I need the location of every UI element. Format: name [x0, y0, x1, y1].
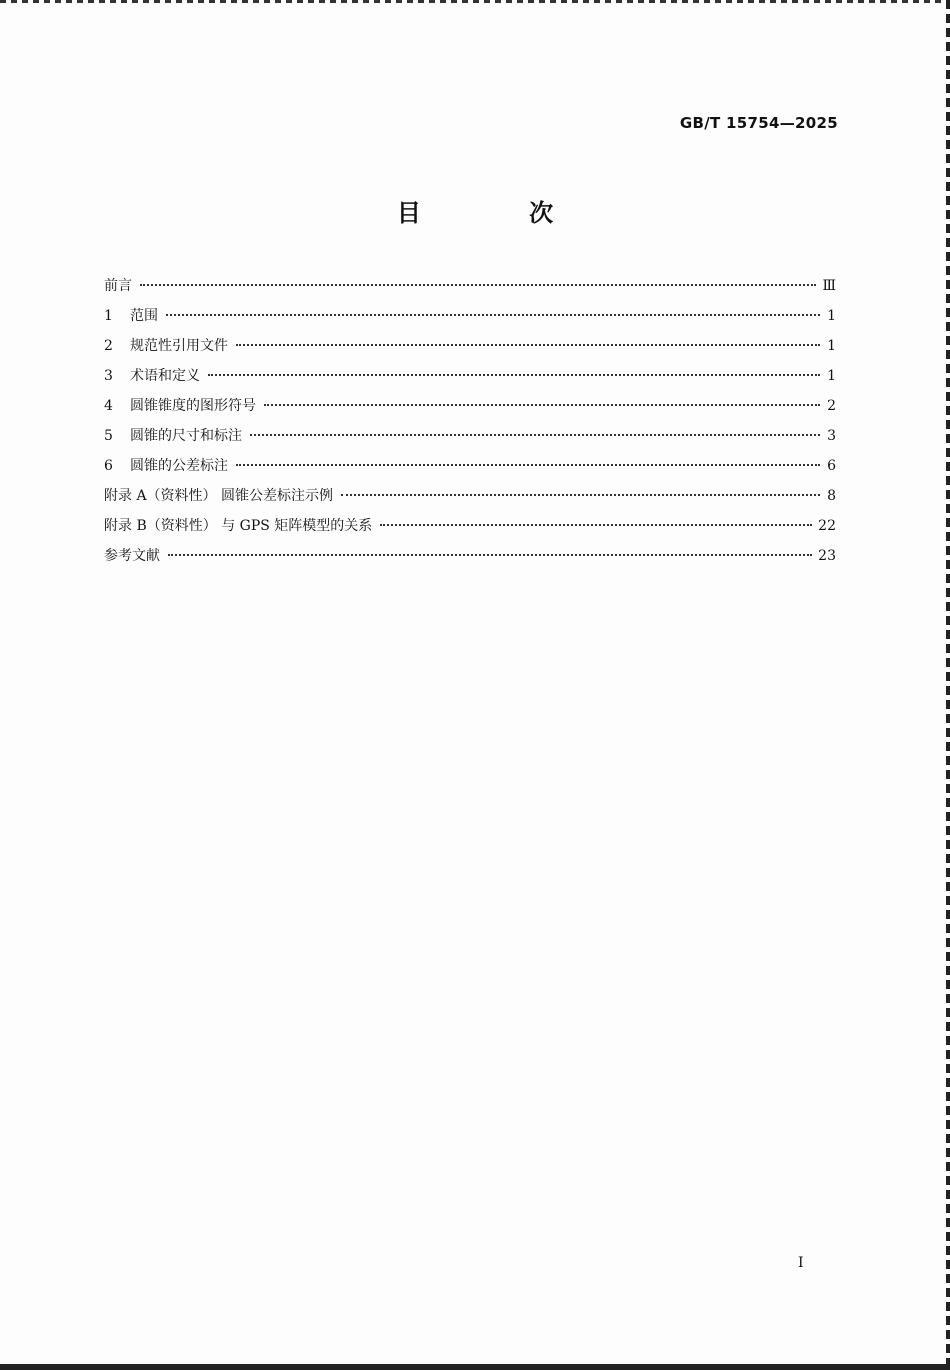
toc-entry-page: Ⅲ — [822, 278, 836, 294]
document-number: GB/T 15754—2025 — [679, 114, 838, 132]
toc-entry-number: 4 — [104, 398, 113, 414]
toc-dot-leader — [166, 314, 820, 316]
toc-entry-number: 1 — [104, 308, 113, 324]
toc-entry-label: 圆锥的尺寸和标注 — [130, 428, 242, 444]
toc-entry-label: 参考文献 — [104, 548, 160, 564]
toc-dot-leader — [208, 374, 820, 376]
toc-entry-number: 2 — [104, 338, 113, 354]
toc-entry[interactable] — [104, 395, 836, 425]
toc-dot-leader — [168, 554, 812, 556]
toc-title: 目 次 — [396, 199, 604, 227]
toc-entry[interactable] — [104, 545, 836, 575]
toc-dot-leader — [140, 284, 816, 286]
toc-dot-leader — [341, 494, 820, 496]
toc-dot-leader — [236, 464, 820, 466]
toc-entry[interactable] — [104, 305, 836, 335]
toc-entry[interactable] — [104, 365, 836, 395]
toc-entry-page: 22 — [818, 518, 836, 534]
toc-entry-page: 1 — [827, 308, 836, 324]
toc-entry[interactable] — [104, 485, 836, 515]
toc-entry-label: 附录 B（资料性） 与 GPS 矩阵模型的关系 — [104, 518, 373, 534]
toc-dot-leader — [250, 434, 820, 436]
toc-entry-label: 圆锥锥度的图形符号 — [130, 398, 256, 414]
toc-entry-page: 6 — [827, 458, 836, 474]
toc-entry[interactable] — [104, 455, 836, 485]
scan-edge-top — [0, 0, 950, 3]
toc-entry[interactable] — [104, 515, 836, 545]
toc-entry-number: 3 — [104, 368, 113, 384]
toc-entry[interactable] — [104, 275, 836, 305]
page-number: I — [798, 1255, 804, 1271]
toc-dot-leader — [236, 344, 820, 346]
toc-entry-label: 范围 — [130, 308, 158, 324]
toc-entry-label: 附录 A（资料性） 圆锥公差标注示例 — [104, 488, 334, 504]
toc-entry-page: 1 — [827, 338, 836, 354]
toc-entry-number: 6 — [104, 458, 113, 474]
toc-entry-page: 3 — [827, 428, 836, 444]
toc-entry-label: 圆锥的公差标注 — [130, 458, 228, 474]
toc-entry-page: 2 — [827, 398, 836, 414]
toc-dot-leader — [380, 524, 812, 526]
table-of-contents — [104, 275, 836, 575]
toc-entry[interactable] — [104, 425, 836, 455]
scan-edge-bottom — [0, 1364, 950, 1370]
toc-dot-leader — [264, 404, 820, 406]
toc-entry-number: 5 — [104, 428, 113, 444]
toc-entry-page: 8 — [827, 488, 836, 504]
toc-entry-label: 规范性引用文件 — [130, 338, 228, 354]
toc-entry[interactable] — [104, 335, 836, 365]
toc-entry-page: 23 — [818, 548, 836, 564]
toc-entry-label: 术语和定义 — [130, 368, 200, 384]
toc-entry-label: 前言 — [104, 278, 132, 294]
toc-entry-page: 1 — [827, 368, 836, 384]
